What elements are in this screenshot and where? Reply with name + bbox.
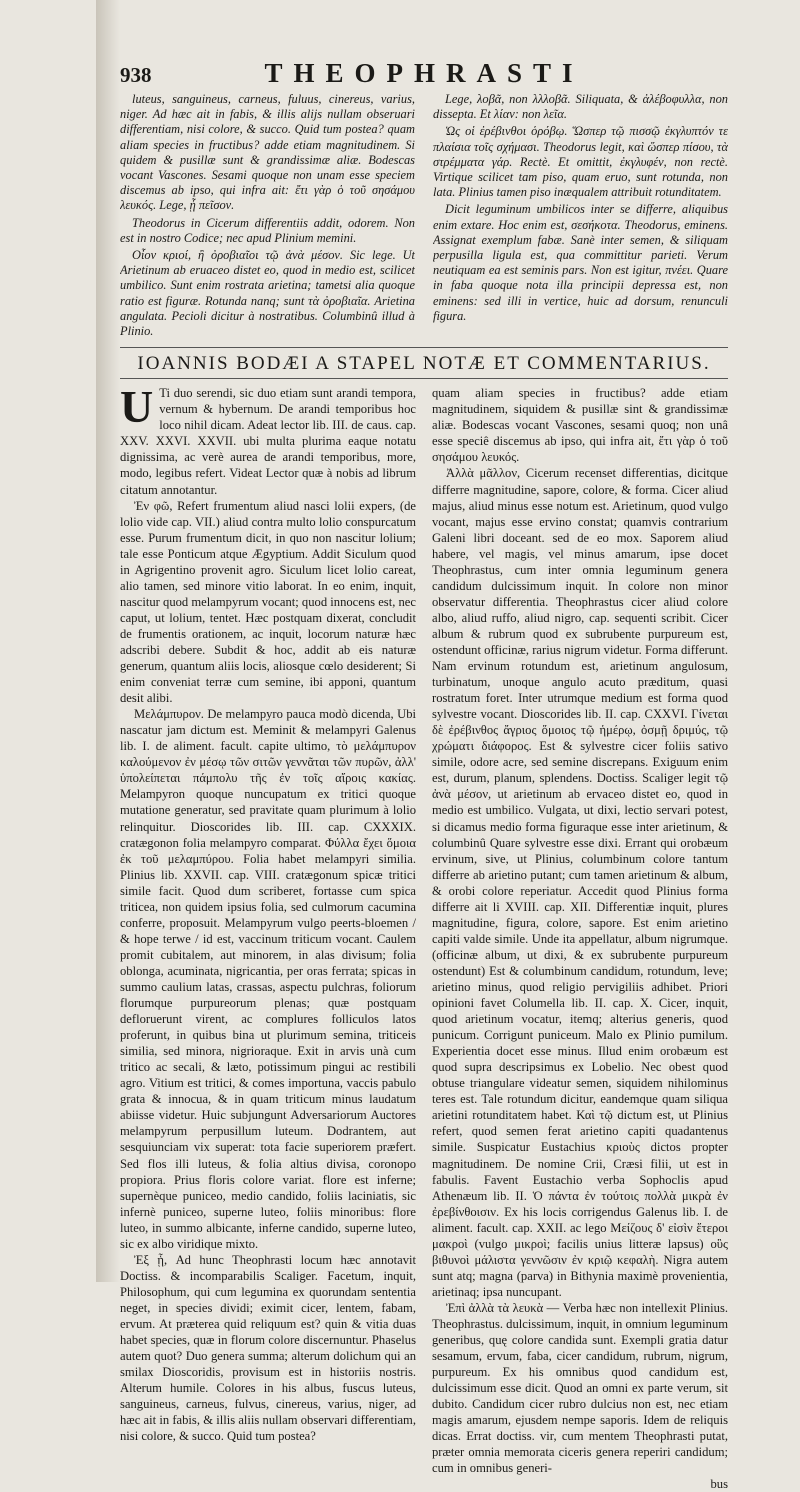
commentary-paragraph: Ἐξ ᾗ, Ad hunc Theophrasti locum hæc annotavit Doctiss. & incomparabilis Scaliger. Facetum, inquit, Philosophum, qui cum legumina ex quorundam sententia neget, in species dividi; eximit cicer, lentem, fabam, ervum. At præterea quid reliquum est? quin & vitia duas habet species, quæ in florum colore discernuntur. Phaselus autem quot? Duo genera summa; alterum dolichum qui an smilax Dioscoridis, provisum est in historiis nostris. Alterum humile. Colores in his albus, fuscus luteus, sanguineus, carneus, fulvus, cinereus, varius, niger, ad hæc ait in fabis, & illis aliis nullam observari differentiam, nisi colore, & succo. Quid tum postea? (120, 1252, 416, 1444)
scan-shadow (96, 0, 120, 1282)
running-title: THEOPHRASTI (264, 58, 584, 88)
commentary-paragraph: Ἐν φῶ, Refert frumentum aliud nasci lolii expers, (de lolio vide cap. VII.) aliud contra multo lolio conspurcatum esse. Purum frumentum dicit, in quo non nascitur lolium; tale esse Ponticum atque Ægyptium. Addit Siculum quod in Agrigentino provenit agro. Siculum licet lolio careat, alio tamen, sed minore vitio laborat. In eo enim, inquit, nascitur quod melampyrum vocant; quod innocens est, nec caput, ut lolium, tentet. Hæc postquam dixerat, concludit de frumentis orationem, ac inquit, locorum naturæ hæc adscribi debere. Subdit & hoc, addit ab eis naturæ generum, quantum aliis locis, aliosque cœlo desiderent; Si enim conveniat terræ cum semine, ibi apponi, quantum desit alibi. (120, 498, 416, 706)
section-heading: IOANNIS BODÆI A STAPEL NOTÆ ET COMMENTARIUS. (120, 347, 728, 379)
upper-notes-left-column (120, 92, 415, 341)
drop-cap: U (120, 385, 154, 433)
note-paragraph: Theodorus in Cicerum differentiis addit, odorem. Non est in nostro Codice; nec apud Plinium memini. (120, 215, 415, 245)
note-paragraph: Lege, λοβᾶ, non λλλοβᾶ. Siliquata, & ἀλέβοφυλλα, non dissepta. Et λίαν: non λεῖα. (433, 92, 728, 122)
note-paragraph: Ὡς οἱ ἐρέβινθοι ὁρόβῳ. Ὥσπερ τῷ πισσῷ ἐκγλυπτόν τε πλαίσια τοῖς σχήμασι. Theodorus legit, καὶ ὥσπερ πίσου, τὰ στρέμματα γάρ. Rectè. Et omittit, ἐκγλυφέν, non rectè. Virtique scilicet tam piso, quam eruo, sunt rotunda, non lata. Plinius tamen piso inæqualem attribuit rotunditatem. (433, 124, 728, 200)
commentary-paragraph: Ἀλλὰ μᾶλλον, Cicerum recenset differentias, dicitque differre magnitudine, sapore, colore, & forma. Cicer aliud majus, aliud minus esse notum est. Arietinum, quod vulgo vocant, majus esse ervino constat; quamvis contrarium Galeni libri doceant. sed de eo mox. Saporem aliud habere, vel magis, vel minus amarum, ipse docet Theophrastus, cum inter omnia leguminum genera candidum dulcissimum inquit. In colore non minor observatur differentia. Theophrastus cicer aliud colore albo, aliud ruffo, aliud nigro, cap. sequenti scribit. Cicer album & rubrum quod ex subrubente purpureum est, ostendunt officinæ, rarius nigrum videtur. Forma differunt. Nam ervinum rotundum est, arietinum angulosum, turbinatum, unoque angulo acuto præditum, quasi rostratum foret. Inter utrumque medium est forma quod sylvestre vocant. Dioscorides lib. II. cap. CXXVI. Γίνεται δὲ ἐρέβινθος ἄγριος ὅμοιος τῷ ἡμέρῳ, ὀσμῇ δριμύς, τῷ χρώματι διάφορος. Est & sylvestre cicer foliis sativo simile, odore acre, sed semine discrepans. Exiguum enim est, durum, planum, splendens. Doctiss. Scaliger legit τῷ ἀνὰ μέσον, ut arietinum ab ervaceo distet eo, quod in medio est umbilico. Vulgata, ut dixi, lectio servari potest, si dicamus medio forma figuraque esse inter arietinum, & columbinû Quare sylvestre esse dixi. Errant qui orobæum ervinum, sive, ut Plinius, columbinum colore tantum differre ab arietino putant; cum tamen arietinum & album, & orobi colore reperiatur. Accedit quod Plinius forma differre ait li XVIII. cap. XII. Differentiæ inquit, plures magnitudine, figura, colore, sapore. Est enim arietino capiti valde simile. Unde ita appellatur, album nigrumque. (officinæ album, ut dixi, & ex subrubente purpureum ostendunt) Est & columbinum candidum, rotundum, leve; arietino minus, quod religio pervigiliis adhibet. Priori opinioni favet Columella lib. II. cap. X. Cicer, inquit, quod arietinum vocatur, itemq; alterius generis, quod punicum. Corrigunt puniceum. Malo ex Plinio pumilum. Experientia docet esse minus. Illud enim orobæum est quod supra descripsimus ex Lobelio. Nec obest quod obtuse triangulare videatur semen, siquidem nihilominus teres est. Tale rotundum dicitur, eandemque quam siliqua arietini rotunditatem habet. Καὶ τῷ dictum est, ut Plinius refert, quod semen ferat arietino capiti quadantenus simile. Suspicatur Eustachius κριοὺς dictos propter magnitudinem. De nomine Crii, Cræsi filii, ut est in fabulis. Favent Eustachio verba Sophoclis apud Athenæum lib. II. Ὁ πάντα ἐν τούτοις πολλὰ μικρὰ ἐν ἐρεβίνθοισιν. Ex his locis corrigendus Galenus lib. I. de aliment. facult. cap. XXII. ac lego Μείζους δ' εἰσὶν ἕτεροι μακροὶ (vulgo μικροὶ; facilis unius litteræ lapsus) οὓς βιθυνοὶ μάλιστα γεννῶσιν ἐν κριῷ κεφαλὴ. Nigra autem sunt atq; magna (parva) in Bithynia maximè provenientia, arietinaq; ipsa nuncupant. (432, 466, 728, 1299)
note-paragraph: Οἶον κριοί, ἢ ὀροβιαῖοι τῷ ἀνὰ μέσον. Sic lege. Ut Arietinum ab eruaceo distet eo, quod in medio est, scilicet umbilico. Sunt enim rostrata arietina; tametsi alia quoque ratio est figuræ. Rotunda nanq; sunt τὰ ὀροβιαῖα. Arietina angulata. Pecioli dicitur à nostratibus. Columbinû illud à Plinio. (120, 248, 415, 339)
catchword: bus (710, 1477, 728, 1492)
commentary-paragraph: quam aliam species in fructibus? adde etiam magnitudinem, siquidem & pusillæ sint & grandissimæ aliæ. Bodescas vocant Vascones, sesami quoq; non unâ esse speciê discemus ab ipso, qui infra ait, ἔτι γὰρ ὁ τοῦ σησάμου λευκός. (432, 386, 728, 465)
note-paragraph: luteus, sanguineus, carneus, fuluus, cinereus, varius, niger. Ad hæc ait in fabis, & illis alijs nullam obseruari differentiam, nisi colore, & succo. Quid tum postea? quam aliam species in fructibus? adde etiam magnitudinem. Si quidem & pusillæ sunt & grandissimæ aliæ. Bodescas vocant Vascones. Sesami quoque non unam esse speciem discemus ab ipso, qui infra ait: ἔτι γὰρ ὁ τοῦ σησάμου λευκός. Lege, ᾗ πεῖσον. (120, 92, 415, 213)
commentary-paragraph: Ti duo serendi, sic duo etiam sunt arandi tempora, vernum & hybernum. De arandi temporibus hoc loco nihil dicam. Adeat lector lib. III. de caus. cap. XXV. XXVI. XXVII. ubi multa plurima eaque notatu dignissima, ac verè aurea de arandi temporibus, more, modo, legibus refert. Videat Lector quæ à nobis ad librum citatum annotantur. (120, 386, 416, 497)
commentary-paragraph: Μελάμπυρον. De melampyro pauca modò dicenda, Ubi nascatur jam dictum est. Meminit & melampyri Galenus lib. I. de aliment. facult. capite ultimo, τὸ μελάμπυρον καλούμενον ἐν μέσῳ τῶν σιτῶν γεννᾶται τῶν πυρῶν, ἀλλ' ὑπολείπεται πάμπολυ τῆς ἐν τοῖς αἴροις κακίας. Melampyron quoque nuncupatum ex tritici quoque mutatione generatur, sed pravitate quam plurimum à lolio relinquitur. Dioscorides lib. III. cap. CXXXIX. cratægonon folia melampyro comparat. Φύλλα ἔχει ὅμοια ἐκ τοῦ μελαμπύρου. Folia habet melampyri similia. Plinius lib. XXVII. cap. VIII. cratægonum spicæ tritici simile facit. Quod dum scriberet, fortasse cum spica triticea, non quidem ipsius folia, sed culmorum cacumina conferre, proposuit. Melampyrum vulgo peerts-bloemen / & hope terwe / id est, vaccinum triticum vocant. Caulem promit cubitalem, aut minorem, in alas divisum; folia oblonga, acuminata, nigricantia, per oras ferrata; spicas in summo caulium latas, crassas, aspectu pulchras, foliorum florumque purpureorum plenas; quæ postquam defloruerunt virent, ac complures folliculos latos proferunt, in quibus bina ut plurimum semina, triticeis similia, sed minora, nigrioraque. Exit in arvis unà cum tritico ac secali, & læto, potissimum pingui ac restibili agro. Vitium est tritici, & comes importuna, vaccis pabulo grata & innocua, & in quam triticum minus laudatum abiisse videtur. Huic subjungunt Adversariorum Auctores melampyrum perpusillum luteum. Dodrantem, aut sesquiunciam vix superat: tota facie superiorem præfert. Sed flos illi luteus, & folia altius divisa, coronopo propiora. Prius floris colore variat. flore est inferne; supernèque puniceo, medio candido, foliis laciniatis, sic infernè puniceo, superne luteo, foliis minoribus: flore luteo, in summo albicante, inferne candido, superne luteo, sic ex albo viridique mixto. (120, 707, 416, 1251)
commentary-body (120, 385, 728, 1492)
commentary-right-column (432, 385, 728, 1492)
commentary-left-column (120, 385, 416, 1492)
note-paragraph: Dicit leguminum umbilicos inter se differre, aliquibus enim extare. Hoc enim est, σεσήκοτα. Theodorus, eminens. Assignat exemplum fabæ. Sanè inter semen, & siliquam perpusilla ligula est, qua committitur parieti. Verum neutiquam ea est seminis pars. Non est igitur, πνέει. Quare in faba quoque nota illa principii depressa est, non eminens: sed illi in vertice, huic ad dorsum, renunculi figura. (433, 202, 728, 323)
page-number: 938 (120, 63, 152, 87)
commentary-paragraph: Ἐπὶ ἀλλὰ τὰ λευκὰ — Verba hæc non intellexit Plinius. Theophrastus. dulcissimum, inquit, in omnium leguminum generibus, quę colore candida sunt. Exempli gratia datur sesamum, ervum, faba, cicer candidum, rubrum, nigrum, purpureum. Ex his omnibus quod candidum est, dulcissimum esse dicit. Quod an omni ex parte verum, sit dubito. Candidum cicer rubro dulcius non est, nec etiam magis amarum, ejusdem nempe saporis. Idem de reliquis dicas. Errat doctiss. vir, cum mentem Theophrasti putat, præter omnia memorata ciceris genera reperiri candidum; cum in omnibus generi- (432, 1300, 728, 1476)
page-header (120, 58, 728, 92)
upper-notes-right-column (433, 92, 728, 341)
upper-notes (120, 92, 728, 341)
